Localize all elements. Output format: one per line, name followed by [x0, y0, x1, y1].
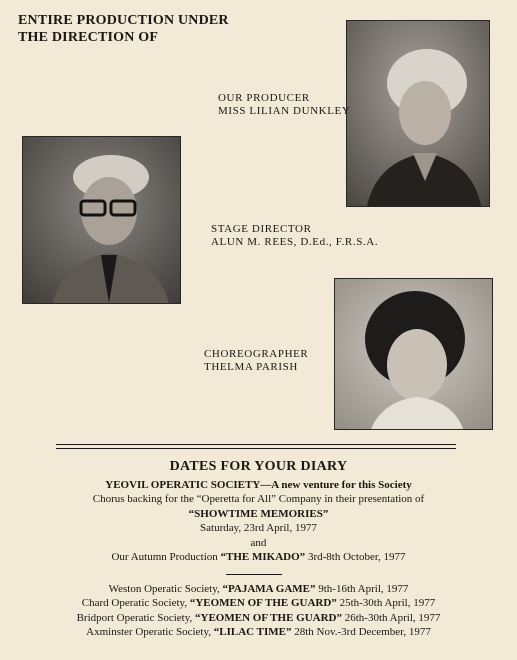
- autumn-show: “THE MIKADO”: [220, 551, 306, 564]
- autumn-production-line: [10, 550, 507, 564]
- divider-upper: [56, 444, 456, 445]
- list-item: Bridport Operatic Society, “YEOMEN OF THE GUARD” 26th-30th April, 1977: [76, 611, 441, 624]
- choreographer-role: CHOREOGRAPHER: [204, 348, 309, 360]
- producer-credit: [218, 92, 350, 118]
- stage-director-credit: [211, 223, 378, 249]
- autumn-dates: 3rd-8th October, 1977: [305, 551, 406, 564]
- diary-title: DATES FOR YOUR DIARY: [169, 459, 348, 474]
- stage-director-role: STAGE DIRECTOR: [211, 223, 312, 235]
- showtime-date: Saturday, 23rd April, 1977: [200, 522, 317, 535]
- and-line: and: [250, 536, 267, 549]
- producer-role: OUR PRODUCER: [218, 92, 310, 104]
- producer-name: MISS LILIAN DUNKLEY: [218, 105, 351, 117]
- producer-portrait-photo: [346, 20, 490, 207]
- choreographer-name: THELMA PARISH: [204, 361, 298, 373]
- list-item: Weston Operatic Society, “PAJAMA GAME” 9th-16th April, 1977: [108, 583, 409, 595]
- divider-lower: [56, 448, 456, 449]
- other-societies-list: [10, 582, 507, 640]
- yeovil-venture-line: YEOVIL OPERATIC SOCIETY—A new venture for this Society: [105, 479, 412, 491]
- production-heading: [18, 12, 229, 46]
- diary-main-block: [10, 478, 507, 564]
- chorus-backing-line: Chorus backing for the “Operetta for All” Company in their presentation of: [92, 493, 425, 506]
- short-divider: [226, 574, 282, 575]
- showtime-title: “SHOWTIME MEMORIES”: [188, 507, 329, 520]
- stage-director-name: ALUN M. REES, D.Ed., F.R.S.A.: [211, 236, 379, 248]
- choreographer-credit: [204, 348, 308, 374]
- list-item: Chard Operatic Society, “YEOMEN OF THE GUARD” 25th-30th April, 1977: [81, 597, 436, 610]
- heading-line-2: THE DIRECTION OF: [18, 30, 159, 45]
- stage-director-portrait-photo: [22, 136, 181, 304]
- autumn-prefix: Our Autumn Production: [111, 551, 221, 564]
- heading-line-1: ENTIRE PRODUCTION UNDER: [18, 13, 229, 28]
- choreographer-portrait-photo: [334, 278, 493, 430]
- list-item: Axminster Operatic Society, “LILAC TIME” 28th Nov.-3rd December, 1977: [86, 626, 431, 639]
